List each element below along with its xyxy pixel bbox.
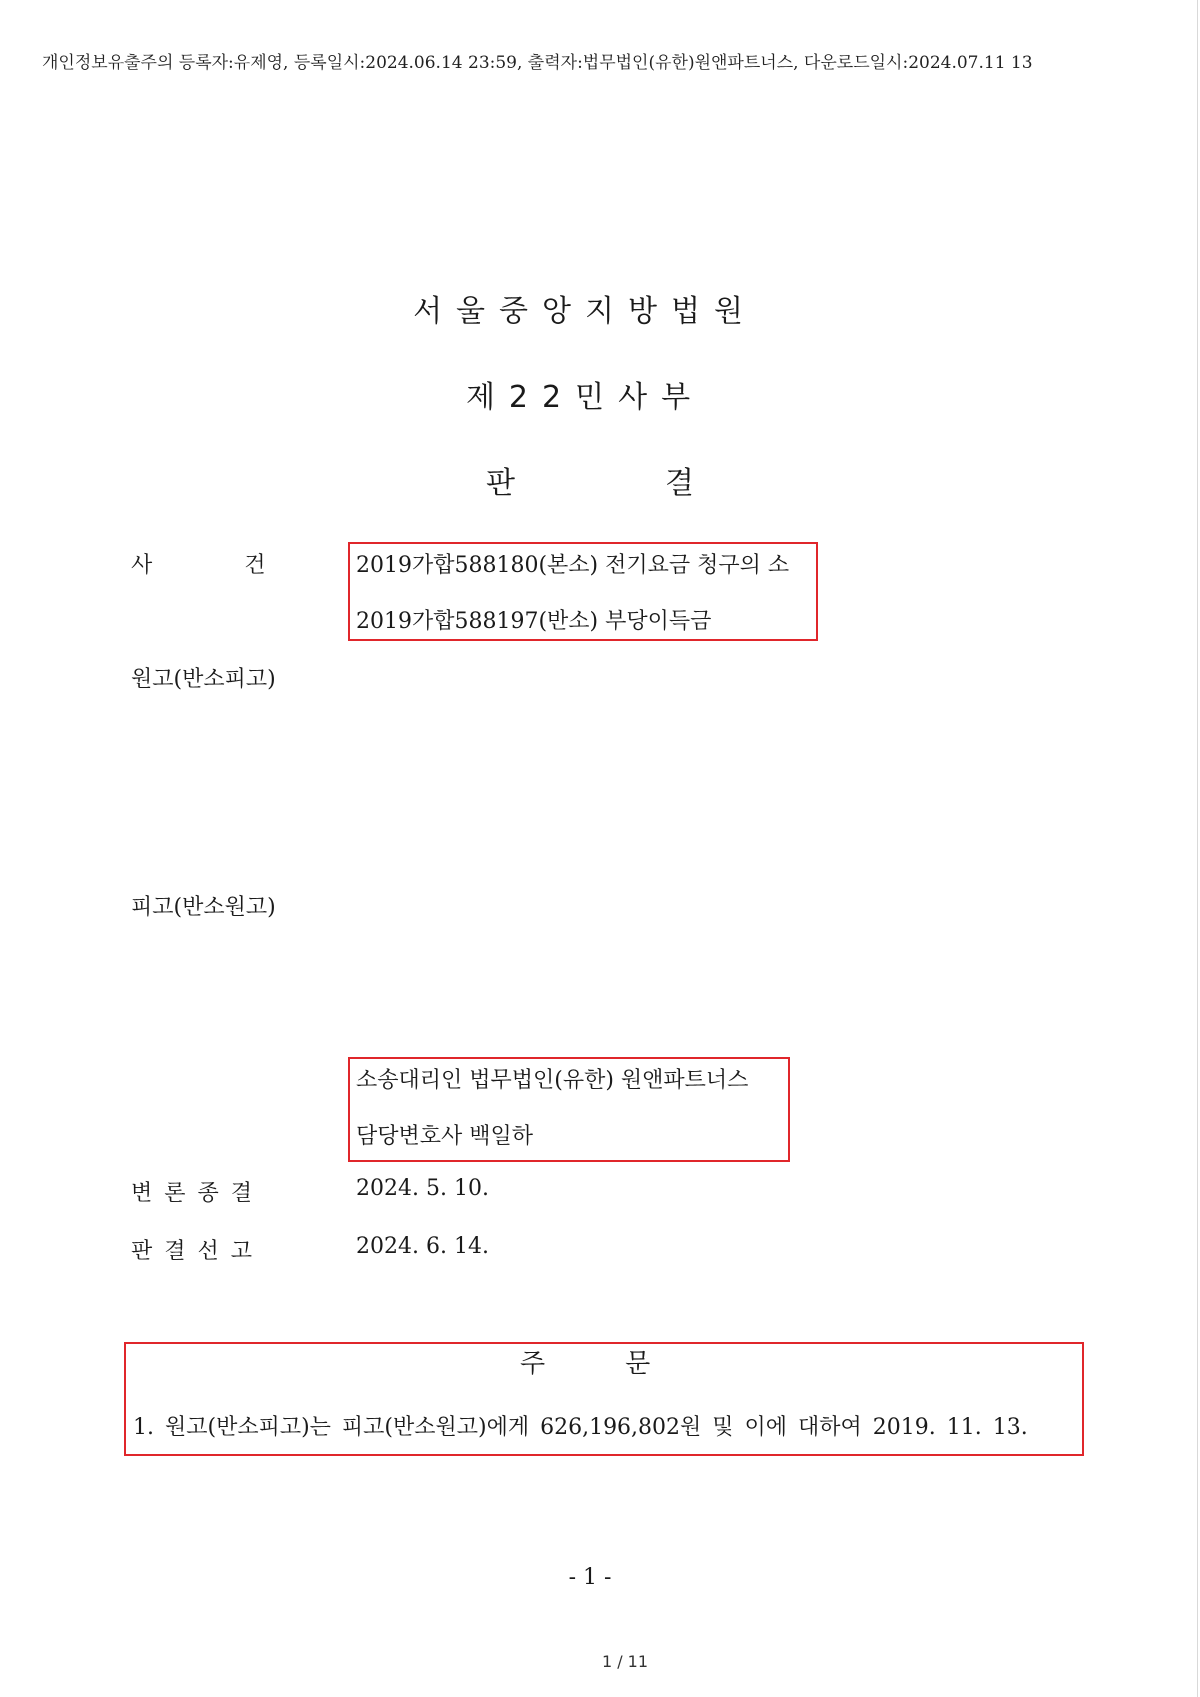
judgment-date-label: 판결선고 (131, 1239, 265, 1264)
page-edge-line (1197, 0, 1198, 1697)
case-label: 사건 (131, 553, 358, 578)
order-line-1: 1. 원고(반소피고)는 피고(반소원고)에게 626,196,802원 및 이에 대하여 2019. 11. 13. (133, 1415, 1028, 1440)
download-info-header: 개인정보유출주의 등록자:유제영, 등록일시:2024.06.14 23:59, 출력자:법무법인(유한)원앤파트너스, 다운로드일시:2024.07.11 13 (42, 53, 1033, 73)
court-division: 제22민사부 (465, 380, 705, 415)
counsel-attorney: 담당변호사 백일하 (356, 1124, 534, 1149)
closing-label: 변론종결 (131, 1181, 265, 1206)
case-number-main: 2019가합588180(본소) 전기요금 청구의 소 (356, 553, 790, 578)
plaintiff-label: 원고(반소피고) (131, 667, 276, 692)
defendant-label: 피고(반소원고) (131, 895, 276, 920)
page-marker: - 1 - (568, 1565, 612, 1590)
case-highlight-box (348, 542, 818, 641)
judgment-date: 2024. 6. 14. (356, 1234, 489, 1259)
counsel-highlight-box (348, 1057, 790, 1162)
case-number-counter: 2019가합588197(반소) 부당이득금 (356, 609, 712, 634)
court-name: 서울중앙지방법원 (413, 294, 757, 329)
page-count: 1 / 11 (601, 1652, 649, 1671)
closing-date: 2024. 5. 10. (356, 1176, 489, 1201)
document-type-title: 판결 (486, 466, 844, 501)
counsel-firm: 소송대리인 법무법인(유한) 원앤파트너스 (356, 1068, 749, 1093)
order-heading: 주문 (520, 1349, 731, 1379)
